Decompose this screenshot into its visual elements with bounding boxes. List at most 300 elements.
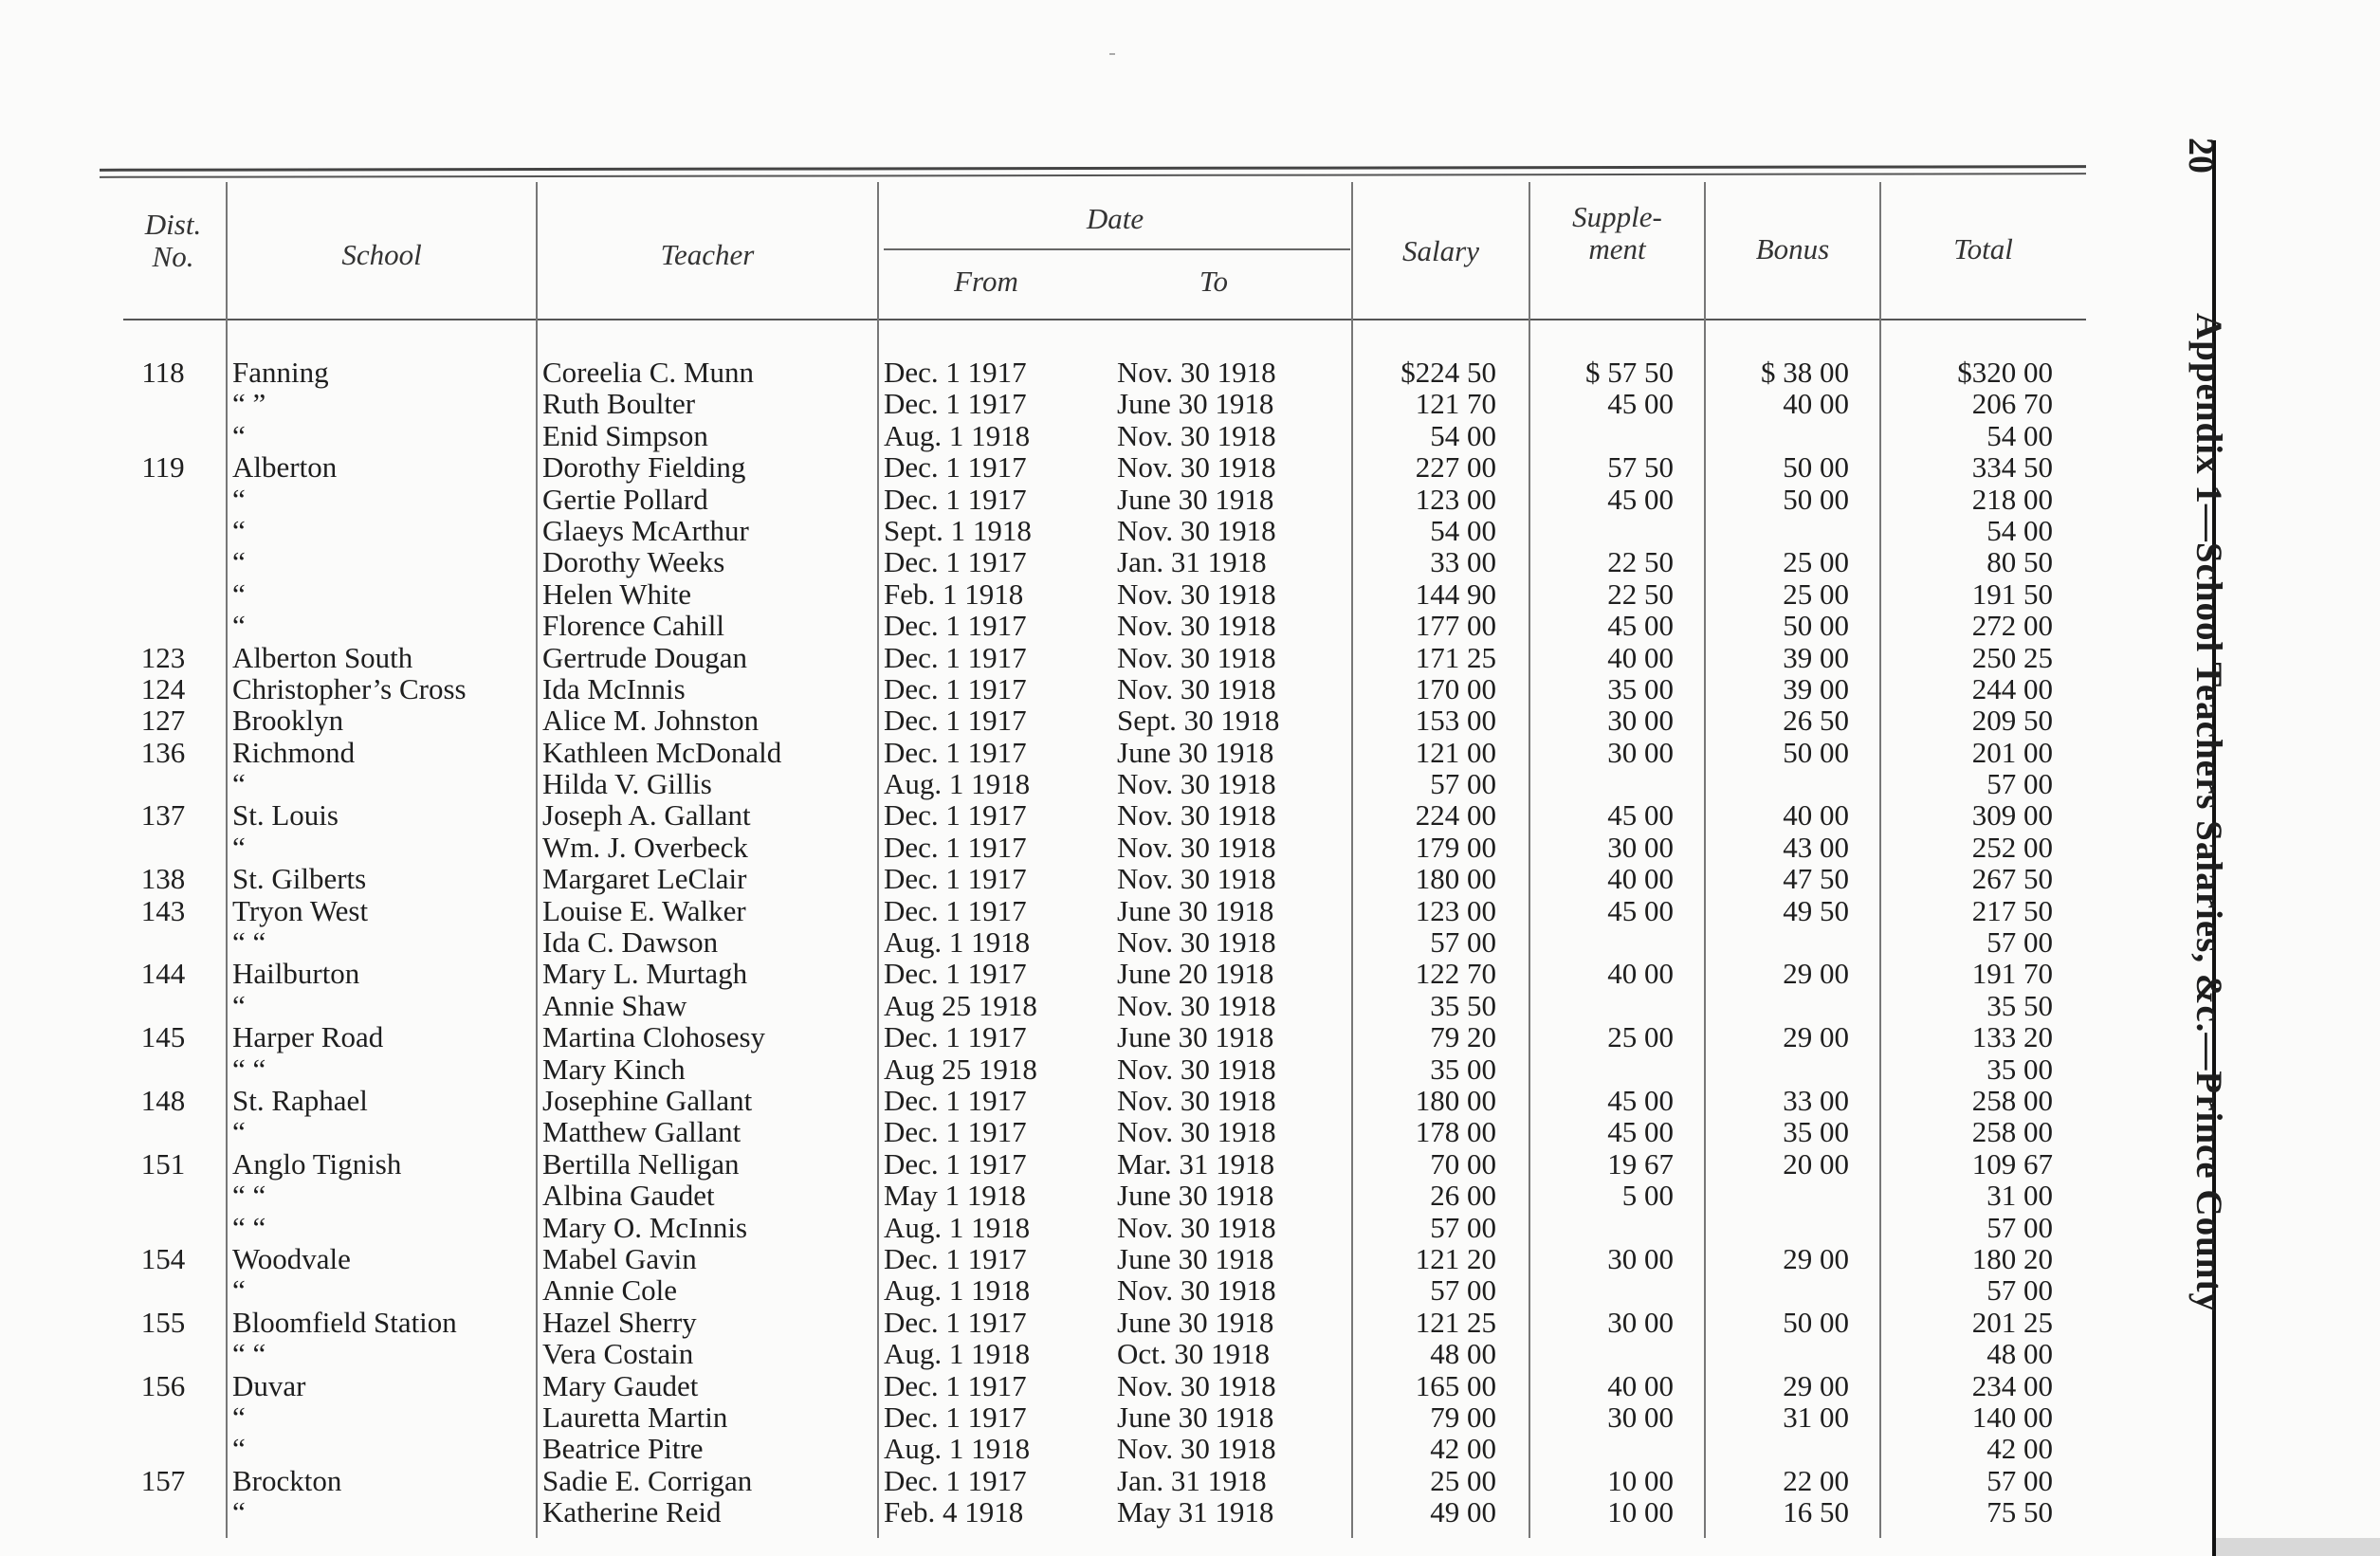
school-cell: “ (232, 577, 246, 611)
supplement-cell: 10 00 (1607, 1463, 1674, 1497)
teacher-cell: Mary Kinch (542, 1052, 686, 1086)
school-cell: Tryon West (232, 893, 369, 927)
bonus-cell: 40 00 (1783, 387, 1849, 421)
school-cell: “ “ (232, 1179, 266, 1213)
school-cell: “ ” (232, 387, 266, 421)
supplement-cell: 30 00 (1607, 704, 1674, 738)
total-cell: 201 25 (1971, 1305, 2053, 1339)
date-from-cell: Dec. 1 1917 (884, 671, 1027, 705)
date-to-cell: Nov. 30 1918 (1117, 798, 1276, 833)
table-row (0, 357, 2096, 388)
supplement-cell: 40 00 (1607, 640, 1674, 674)
date-from-cell: Dec. 1 1917 (884, 862, 1027, 896)
date-to-cell: Nov. 30 1918 (1117, 609, 1276, 643)
salary-cell: 123 00 (1415, 482, 1496, 516)
date-from-cell: Aug. 1 1918 (884, 925, 1031, 960)
header-supplement (1530, 201, 1704, 265)
total-cell: 54 00 (1986, 513, 2053, 547)
school-cell: Fanning (232, 356, 329, 389)
date-to-cell: Nov. 30 1918 (1117, 925, 1276, 960)
dist-no-cell: 119 (141, 450, 185, 485)
total-cell: $320 00 (1957, 356, 2053, 389)
table-row (0, 799, 2096, 831)
supplement-cell: 45 00 (1607, 387, 1674, 421)
table-row (0, 515, 2096, 546)
date-to-cell: June 30 1918 (1117, 1020, 1274, 1054)
school-cell: Hailburton (232, 957, 360, 991)
date-from-cell: May 1 1918 (884, 1179, 1026, 1213)
date-to-cell: Nov. 30 1918 (1117, 640, 1276, 674)
supplement-cell: 25 00 (1607, 1020, 1674, 1054)
school-cell: “ “ (232, 925, 266, 960)
salary-cell: 171 25 (1415, 640, 1496, 674)
date-from-cell: Feb. 4 1918 (884, 1495, 1024, 1529)
school-cell: Richmond (232, 735, 356, 769)
bonus-cell: 50 00 (1783, 450, 1849, 485)
table-row (0, 484, 2096, 515)
teacher-cell: Katherine Reid (542, 1495, 722, 1529)
date-from-cell: Dec. 1 1917 (884, 1400, 1027, 1434)
salary-cell: 49 00 (1430, 1495, 1496, 1529)
total-cell: 35 50 (1986, 988, 2053, 1022)
salary-cell: 54 00 (1430, 513, 1496, 547)
dist-no-cell: 145 (140, 1020, 186, 1054)
total-cell: 42 00 (1986, 1432, 2053, 1466)
total-cell: 244 00 (1971, 671, 2053, 705)
header-dist (123, 209, 223, 273)
date-to-cell: Nov. 30 1918 (1117, 1432, 1276, 1466)
teacher-cell: Beatrice Pitre (542, 1432, 704, 1466)
date-to-cell: June 30 1918 (1117, 1179, 1274, 1213)
teacher-cell: Gertie Pollard (542, 482, 708, 516)
supplement-cell: 45 00 (1607, 482, 1674, 516)
school-cell: Woodvale (232, 1241, 351, 1275)
dist-no-cell: 127 (140, 704, 186, 738)
supplement-cell: 30 00 (1607, 1305, 1674, 1339)
teacher-cell: Annie Cole (542, 1273, 678, 1308)
total-cell: 133 20 (1971, 1020, 2053, 1054)
total-cell: 218 00 (1971, 482, 2053, 516)
total-cell: 252 00 (1971, 830, 2053, 864)
salary-cell: 26 00 (1430, 1179, 1496, 1213)
table-row (0, 642, 2096, 673)
salary-cell: 70 00 (1430, 1146, 1496, 1181)
total-cell: 180 20 (1971, 1241, 2053, 1275)
bonus-cell: 50 00 (1783, 609, 1849, 643)
teacher-cell: Louise E. Walker (542, 893, 746, 927)
salary-cell: 79 20 (1430, 1020, 1496, 1054)
bonus-cell: 39 00 (1783, 640, 1849, 674)
bonus-cell: 50 00 (1783, 735, 1849, 769)
salary-cell: 177 00 (1415, 609, 1496, 643)
header-bottom-rule (123, 319, 2086, 320)
supplement-cell: 5 00 (1621, 1179, 1674, 1213)
date-to-cell: Jan. 31 1918 (1117, 545, 1267, 579)
salary-cell: 33 00 (1430, 545, 1496, 579)
header-school: School (341, 238, 422, 271)
table-row (0, 768, 2096, 799)
total-cell: 75 50 (1986, 1495, 2053, 1529)
total-cell: 31 00 (1986, 1179, 2053, 1213)
date-from-cell: Dec. 1 1917 (884, 798, 1027, 833)
table-row (0, 610, 2096, 641)
table-row (0, 546, 2096, 577)
bonus-cell: 26 50 (1783, 704, 1849, 738)
supplement-cell: 57 50 (1607, 450, 1674, 485)
table-row (0, 1307, 2096, 1338)
date-from-cell: Dec. 1 1917 (884, 957, 1027, 991)
teacher-cell: Hilda V. Gillis (542, 767, 712, 801)
header-teacher: Teacher (660, 238, 755, 271)
total-cell: 57 00 (1986, 1273, 2053, 1308)
date-from-cell: Feb. 1 1918 (884, 577, 1024, 611)
school-cell: “ (232, 1495, 246, 1529)
school-cell: St. Gilberts (232, 862, 367, 896)
school-cell: “ (232, 545, 246, 579)
page-edge-shadow (2216, 1538, 2380, 1556)
school-cell: “ (232, 482, 246, 516)
school-cell: Alberton (232, 450, 338, 485)
total-cell: 206 70 (1971, 387, 2053, 421)
salary-cell: 79 00 (1430, 1400, 1496, 1434)
date-from-cell: Dec. 1 1917 (884, 387, 1027, 421)
table-row (0, 451, 2096, 483)
total-cell: 309 00 (1971, 798, 2053, 833)
table-row (0, 1053, 2096, 1085)
header-total: Total (1953, 232, 2013, 265)
total-cell: 35 00 (1986, 1052, 2053, 1086)
table-row (0, 737, 2096, 768)
salary-cell: 121 00 (1415, 735, 1496, 769)
school-cell: “ (232, 513, 246, 547)
teacher-cell: Glaeys McArthur (542, 513, 749, 547)
bonus-cell: 16 50 (1783, 1495, 1849, 1529)
dist-no-cell: 157 (140, 1463, 186, 1497)
table-row (0, 832, 2096, 863)
teacher-cell: Ruth Boulter (542, 387, 696, 421)
date-to-cell: Nov. 30 1918 (1117, 577, 1276, 611)
teacher-cell: Annie Shaw (542, 988, 687, 1022)
date-to-cell: Nov. 30 1918 (1117, 1210, 1276, 1244)
total-cell: 258 00 (1971, 1083, 2053, 1117)
school-cell: St. Raphael (232, 1083, 368, 1117)
bonus-cell: 43 00 (1783, 830, 1849, 864)
supplement-cell: 30 00 (1607, 735, 1674, 769)
school-cell: Harper Road (232, 1020, 384, 1054)
date-from-cell: Dec. 1 1917 (884, 893, 1027, 927)
teacher-cell: Helen White (542, 577, 691, 611)
salary-cell: 57 00 (1430, 925, 1496, 960)
date-from-cell: Aug 25 1918 (884, 1052, 1037, 1086)
bonus-cell: $ 38 00 (1761, 356, 1849, 389)
table-row (0, 420, 2096, 451)
supplement-cell: 40 00 (1607, 957, 1674, 991)
school-cell: Brockton (232, 1463, 342, 1497)
table-row (0, 1021, 2096, 1053)
teacher-cell: Martina Clohosesy (542, 1020, 766, 1054)
salary-cell: 42 00 (1430, 1432, 1496, 1466)
header-bonus: Bonus (1755, 232, 1830, 265)
supplement-cell: 45 00 (1607, 1115, 1674, 1149)
school-cell: “ “ (232, 1210, 266, 1244)
salary-cell: 35 00 (1430, 1052, 1496, 1086)
table-row (0, 1212, 2096, 1243)
salary-cell: 123 00 (1415, 893, 1496, 927)
salary-cell: 224 00 (1415, 798, 1496, 833)
teacher-cell: Josephine Gallant (542, 1083, 753, 1117)
table-row (0, 895, 2096, 926)
dist-no-cell: 118 (141, 356, 185, 389)
date-to-cell: Nov. 30 1918 (1117, 671, 1276, 705)
header-dist-line2: No. (152, 240, 194, 273)
date-from-cell: Aug. 1 1918 (884, 418, 1031, 452)
supplement-cell: 22 50 (1607, 545, 1674, 579)
total-cell: 57 00 (1986, 767, 2053, 801)
total-cell: 258 00 (1971, 1115, 2053, 1149)
school-cell: St. Louis (232, 798, 339, 833)
table-row (0, 1243, 2096, 1274)
date-from-cell: Dec. 1 1917 (884, 640, 1027, 674)
supplement-cell: 40 00 (1607, 1368, 1674, 1402)
date-from-cell: Dec. 1 1917 (884, 1083, 1027, 1117)
teacher-cell: Kathleen McDonald (542, 735, 782, 769)
date-to-cell: June 20 1918 (1117, 957, 1274, 991)
date-from-cell: Aug. 1 1918 (884, 767, 1031, 801)
teacher-cell: Mary Gaudet (542, 1368, 699, 1402)
salary-cell: 165 00 (1415, 1368, 1496, 1402)
teacher-cell: Enid Simpson (542, 418, 708, 452)
supplement-cell: 35 00 (1607, 671, 1674, 705)
school-cell: Bloomfield Station (232, 1305, 457, 1339)
header-dist-line1: Dist. (144, 208, 202, 241)
date-to-cell: Nov. 30 1918 (1117, 862, 1276, 896)
date-from-cell: Dec. 1 1917 (884, 482, 1027, 516)
school-cell: Anglo Tignish (232, 1146, 402, 1181)
school-cell: “ (232, 767, 246, 801)
school-cell: “ (232, 418, 246, 452)
date-to-cell: June 30 1918 (1117, 482, 1274, 516)
total-cell: 109 67 (1971, 1146, 2053, 1181)
teacher-cell: Sadie E. Corrigan (542, 1463, 753, 1497)
date-to-cell: June 30 1918 (1117, 735, 1274, 769)
supplement-cell: 10 00 (1607, 1495, 1674, 1529)
supplement-cell: 45 00 (1607, 893, 1674, 927)
salary-cell: $224 50 (1401, 356, 1496, 389)
supplement-cell: 45 00 (1607, 798, 1674, 833)
supplement-cell: $ 57 50 (1585, 356, 1674, 389)
date-from-cell: Dec. 1 1917 (884, 356, 1027, 389)
bonus-cell: 25 00 (1783, 545, 1849, 579)
dist-no-cell: 144 (140, 957, 186, 991)
header-from: From (954, 265, 1018, 298)
teacher-cell: Matthew Gallant (542, 1115, 741, 1149)
bonus-cell: 33 00 (1783, 1083, 1849, 1117)
school-cell: “ (232, 1115, 246, 1149)
salary-cell: 121 20 (1415, 1241, 1496, 1275)
teacher-cell: Wm. J. Overbeck (542, 830, 748, 864)
date-to-cell: Nov. 30 1918 (1117, 418, 1276, 452)
salary-cell: 35 50 (1430, 988, 1496, 1022)
table-row (0, 1465, 2096, 1496)
header-to: To (1199, 265, 1228, 298)
total-cell: 272 00 (1971, 609, 2053, 643)
salary-cell: 57 00 (1430, 1210, 1496, 1244)
salary-cell: 121 70 (1415, 387, 1496, 421)
teacher-cell: Alice M. Johnston (542, 704, 760, 738)
total-cell: 191 50 (1971, 577, 2053, 611)
salary-cell: 25 00 (1430, 1463, 1496, 1497)
date-to-cell: June 30 1918 (1117, 387, 1274, 421)
dist-no-cell: 155 (140, 1305, 186, 1339)
table-row (0, 926, 2096, 958)
date-from-cell: Dec. 1 1917 (884, 704, 1027, 738)
teacher-cell: Vera Costain (542, 1337, 694, 1371)
teacher-cell: Albina Gaudet (542, 1179, 715, 1213)
table-row (0, 1401, 2096, 1433)
table-row (0, 958, 2096, 989)
total-cell: 209 50 (1971, 704, 2053, 738)
bonus-cell: 31 00 (1783, 1400, 1849, 1434)
bonus-cell: 20 00 (1783, 1146, 1849, 1181)
top-double-rule (100, 165, 2086, 172)
page-number: 20 (2181, 137, 2221, 174)
bonus-cell: 29 00 (1783, 1368, 1849, 1402)
supplement-cell: 45 00 (1607, 1083, 1674, 1117)
date-to-cell: Jan. 31 1918 (1117, 1463, 1267, 1497)
top-double-rule-second (100, 173, 2086, 178)
date-from-cell: Dec. 1 1917 (884, 545, 1027, 579)
date-from-cell: Dec. 1 1917 (884, 609, 1027, 643)
table-row (0, 1496, 2096, 1528)
date-from-cell: Dec. 1 1917 (884, 735, 1027, 769)
dist-no-cell: 148 (140, 1083, 186, 1117)
header-salary: Salary (1402, 234, 1479, 267)
date-from-cell: Sept. 1 1918 (884, 513, 1032, 547)
salary-cell: 122 70 (1415, 957, 1496, 991)
date-to-cell: Nov. 30 1918 (1117, 513, 1276, 547)
bonus-cell: 50 00 (1783, 1305, 1849, 1339)
table-row (0, 1180, 2096, 1211)
date-to-cell: Nov. 30 1918 (1117, 450, 1276, 485)
date-to-cell: Nov. 30 1918 (1117, 1083, 1276, 1117)
print-speck (1109, 53, 1115, 55)
dist-no-cell: 124 (140, 671, 186, 705)
school-cell: Alberton South (232, 640, 413, 674)
total-cell: 57 00 (1986, 925, 2053, 960)
salary-cell: 170 00 (1415, 671, 1496, 705)
salary-cell: 144 90 (1415, 577, 1496, 611)
school-cell: Brooklyn (232, 704, 344, 738)
date-from-cell: Dec. 1 1917 (884, 1305, 1027, 1339)
date-to-cell: Nov. 30 1918 (1117, 988, 1276, 1022)
salary-cell: 227 00 (1415, 450, 1496, 485)
date-from-cell: Aug. 1 1918 (884, 1432, 1031, 1466)
teacher-cell: Mary O. McInnis (542, 1210, 748, 1244)
bonus-cell: 40 00 (1783, 798, 1849, 833)
teacher-cell: Ida McInnis (542, 671, 686, 705)
total-cell: 250 25 (1971, 640, 2053, 674)
table-row (0, 388, 2096, 419)
teacher-cell: Ida C. Dawson (542, 925, 719, 960)
bonus-cell: 29 00 (1783, 1241, 1849, 1275)
table-row (0, 1148, 2096, 1180)
school-cell: “ (232, 609, 246, 643)
date-from-cell: Dec. 1 1917 (884, 450, 1027, 485)
teacher-cell: Dorothy Weeks (542, 545, 725, 579)
teacher-cell: Florence Cahill (542, 609, 724, 643)
supplement-cell: 45 00 (1607, 609, 1674, 643)
salary-cell: 57 00 (1430, 767, 1496, 801)
bonus-cell: 29 00 (1783, 957, 1849, 991)
total-cell: 57 00 (1986, 1210, 2053, 1244)
date-from-cell: Dec. 1 1917 (884, 830, 1027, 864)
date-from-cell: Aug 25 1918 (884, 988, 1037, 1022)
table-row (0, 1370, 2096, 1401)
bonus-cell: 22 00 (1783, 1463, 1849, 1497)
dist-no-cell: 151 (140, 1146, 186, 1181)
date-to-cell: Nov. 30 1918 (1117, 1368, 1276, 1402)
table-row (0, 1433, 2096, 1464)
header-supplement-line2: ment (1588, 232, 1646, 265)
bonus-cell: 47 50 (1783, 862, 1849, 896)
bonus-cell: 50 00 (1783, 482, 1849, 516)
bonus-cell: 35 00 (1783, 1115, 1849, 1149)
salary-cell: 48 00 (1430, 1337, 1496, 1371)
date-to-cell: Nov. 30 1918 (1117, 830, 1276, 864)
dist-no-cell: 156 (140, 1368, 186, 1402)
teacher-cell: Mabel Gavin (542, 1241, 697, 1275)
teacher-cell: Gertrude Dougan (542, 640, 748, 674)
salary-cell: 180 00 (1415, 1083, 1496, 1117)
total-cell: 57 00 (1986, 1463, 2053, 1497)
dist-no-cell: 154 (140, 1241, 186, 1275)
total-cell: 201 00 (1971, 735, 2053, 769)
date-to-cell: Nov. 30 1918 (1117, 1052, 1276, 1086)
school-cell: “ (232, 1432, 246, 1466)
dist-no-cell: 137 (140, 798, 186, 833)
table-row (0, 1274, 2096, 1306)
total-cell: 48 00 (1986, 1337, 2053, 1371)
date-to-cell: June 30 1918 (1117, 1400, 1274, 1434)
total-cell: 80 50 (1986, 545, 2053, 579)
total-cell: 217 50 (1971, 893, 2053, 927)
supplement-cell: 40 00 (1607, 862, 1674, 896)
bonus-cell: 49 50 (1783, 893, 1849, 927)
school-cell: “ “ (232, 1052, 266, 1086)
date-to-cell: June 30 1918 (1117, 1305, 1274, 1339)
total-cell: 267 50 (1971, 862, 2053, 896)
school-cell: Christopher’s Cross (232, 671, 467, 705)
supplement-cell: 30 00 (1607, 1241, 1674, 1275)
teacher-cell: Lauretta Martin (542, 1400, 728, 1434)
dist-no-cell: 138 (140, 862, 186, 896)
salary-cell: 153 00 (1415, 704, 1496, 738)
date-to-cell: Nov. 30 1918 (1117, 1115, 1276, 1149)
supplement-cell: 19 67 (1607, 1146, 1674, 1181)
date-from-cell: Dec. 1 1917 (884, 1115, 1027, 1149)
teacher-cell: Margaret LeClair (542, 862, 747, 896)
teacher-cell: Dorothy Fielding (542, 450, 746, 485)
date-to-cell: Mar. 31 1918 (1117, 1146, 1275, 1181)
date-to-cell: Nov. 30 1918 (1117, 1273, 1276, 1308)
table-row (0, 705, 2096, 736)
date-from-cell: Aug. 1 1918 (884, 1210, 1031, 1244)
total-cell: 54 00 (1986, 418, 2053, 452)
teacher-cell: Mary L. Murtagh (542, 957, 748, 991)
salary-table-body (0, 357, 2096, 1528)
salary-cell: 54 00 (1430, 418, 1496, 452)
supplement-cell: 22 50 (1607, 577, 1674, 611)
